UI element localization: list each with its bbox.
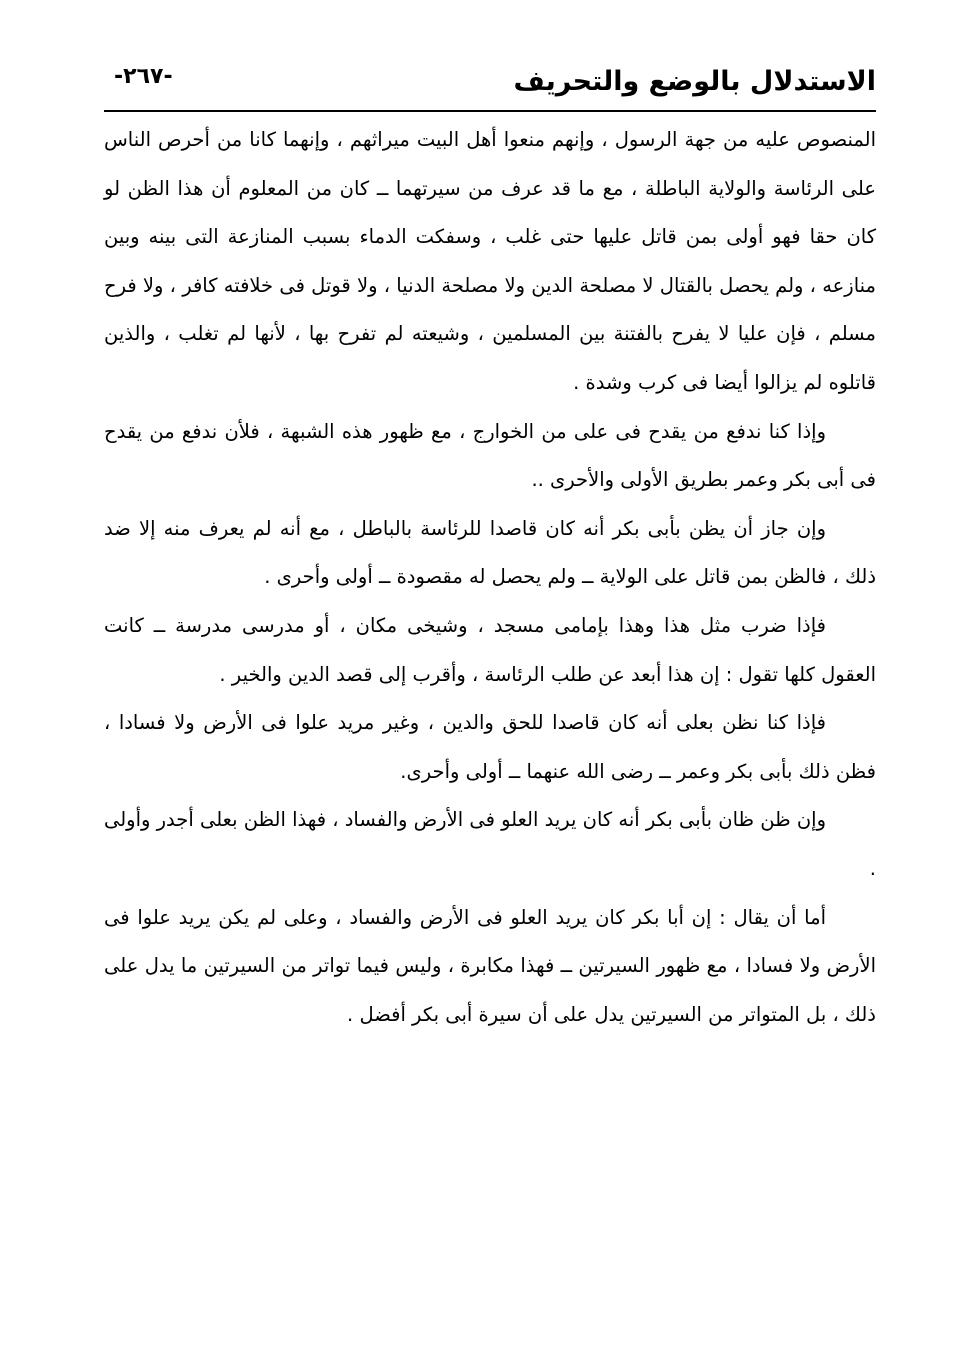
page-number: -٢٦٧-	[114, 64, 173, 89]
page-body	[104, 116, 876, 1039]
header-rule	[104, 110, 876, 112]
page-header	[104, 62, 876, 102]
paragraph-6: وإن ظن ظان بأبى بكر أنه كان يريد العلو فى الأرض والفساد ، فهذا الظن بعلى أجدر وأولى .	[103, 808, 876, 880]
paragraph-4: فإذا ضرب مثل هذا وهذا بإمامى مسجد ، وشيخى مكان ، أو مدرسى مدرسة ــ كانت العقول كلها تقول : إن هذا أبعد عن طلب الرئاسة ، وأقرب إلى قصد الدين والخير .	[104, 613, 876, 686]
paragraph-3: وإن جاز أن يظن بأبى بكر أنه كان قاصدا للرئاسة بالباطل ، مع أنه لم يعرف منه إلا ضد ذلك ، فالظن بمن قاتل على الولاية ــ ولم يحصل له مقصودة ــ أولى وأحرى .	[104, 516, 876, 589]
paragraph-2: وإذا كنا ندفع من يقدح فى على من الخوارج ، مع ظهور هذه الشبهة ، فلأن ندفع من يقدح فى أبى بكر وعمر بطريق الأولى والأحرى ..	[104, 419, 876, 492]
paragraph-1: المنصوص عليه من جهة الرسول ، وإنهم منعوا أهل البيت ميراثهم ، وإنهما كانا من أحرص الناس على الرئاسة والولاية الباطلة ، مع ما قد عرف من سيرتهما ــ كان من المعلوم أن هذا الظن لو كان حقا فهو أولى بمن قاتل عليها حتى غلب ، وسفكت الدماء بسبب المنازعة التى بينه وبين منازعه ، ولم يحصل بالقتال لا مصلحة الدين ولا مصلحة الدنيا ، ولا قوتل فى خلافته كافر ، ولا فرح مسلم ، فإن عليا لا يفرح بالفتنة بين المسلمين ، وشيعته لم تفرح بها ، لأنها لم تغلب ، والذين قاتلوه لم يزالوا أيضا فى كرب وشدة .	[104, 128, 876, 394]
paragraph-5: فإذا كنا نظن بعلى أنه كان قاصدا للحق والدين ، وغير مريد علوا فى الأرض ولا فسادا ، فظن ذلك بأبى بكر وعمر ــ رضى الله عنهما ــ أولى وأحرى.	[104, 711, 876, 783]
running-title: الاستدلال بالوضع والتحريف	[513, 66, 876, 97]
paragraph-7: أما أن يقال : إن أبا بكر كان يريد العلو فى الأرض والفساد ، وعلى لم يكن يريد علوا فى الأرض ولا فسادا ، مع ظهور السيرتين ــ فهذا مكابرة ، وليس فيما تواتر من السيرتين ما يدل على ذلك ، بل المتواتر من السيرتين يدل على أن سيرة أبى بكر أفضل .	[104, 905, 876, 1026]
